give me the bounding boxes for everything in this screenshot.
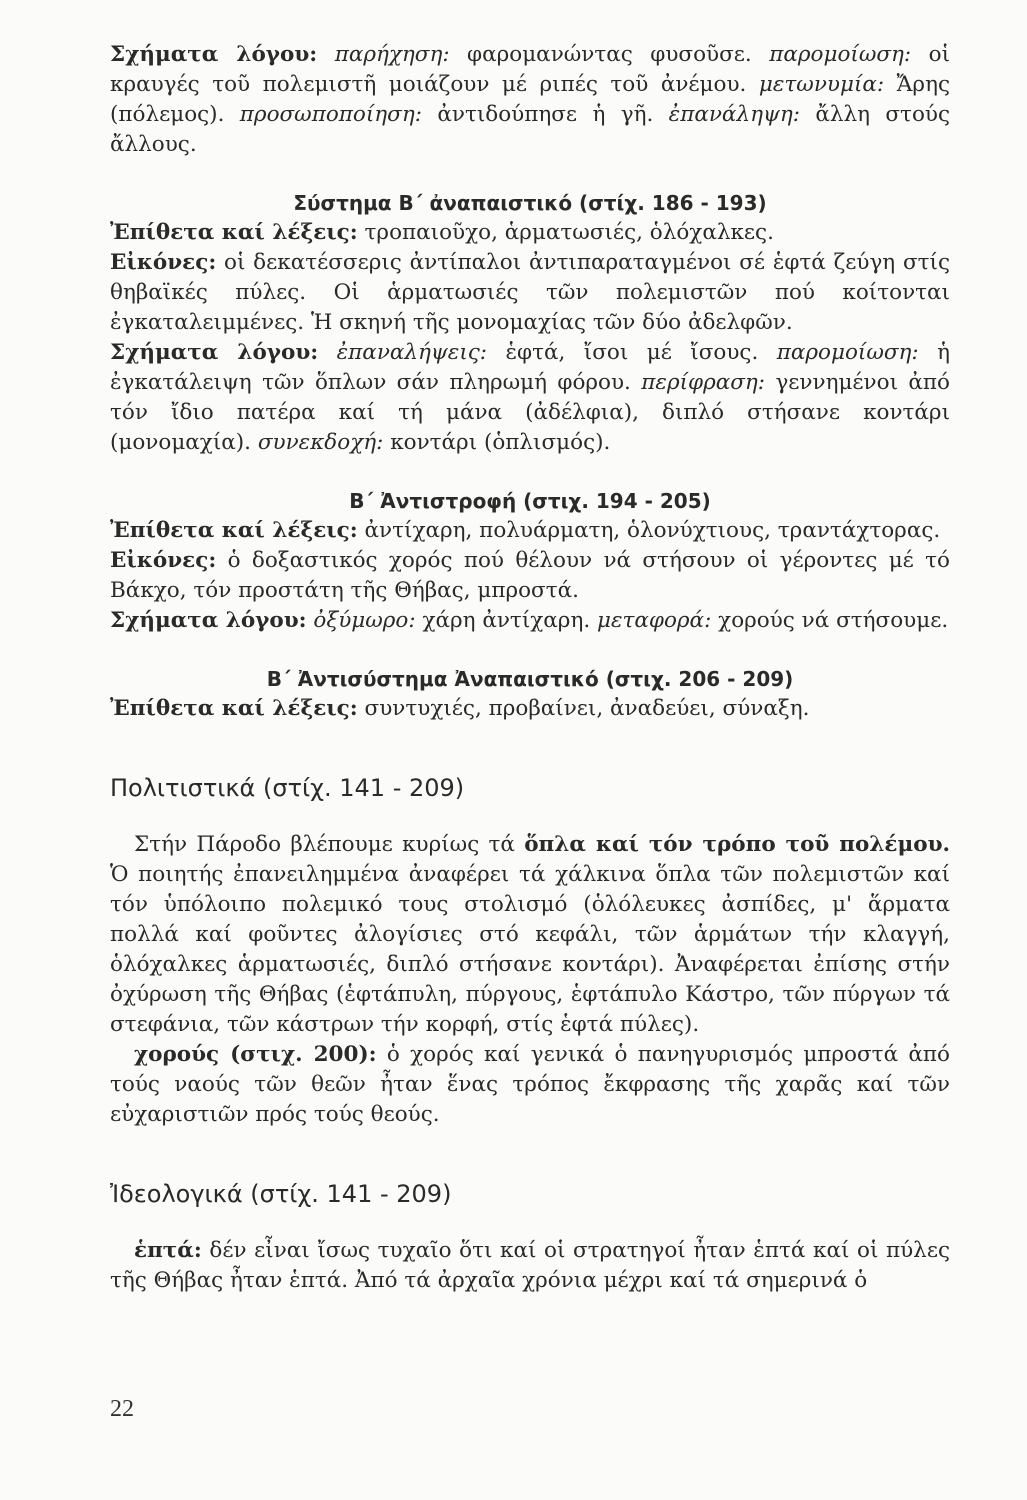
term: παρομοίωση: [769, 42, 912, 67]
label: Ἐπίθετα καί λέξεις: [110, 518, 358, 543]
text: τροπαιοῦχο, ἁρματωσιές, ὁλόχαλκες. [357, 220, 774, 245]
dance-paragraph [110, 1040, 950, 1130]
cultural-paragraph [110, 830, 950, 1040]
term: ἐπαναλήψεις: [336, 340, 488, 365]
figures-paragraph [110, 338, 950, 458]
term: μεταφορά: [597, 608, 712, 633]
cultural-heading: Πολιτιστικά (στίχ. 141 - 209) [110, 774, 465, 802]
emphasis: ὅπλα καί τόν τρόπο τοῦ πολέμου. [524, 832, 950, 857]
term: περίφραση: [641, 370, 766, 395]
section-heading: Β΄ Ἀντιστροφή (στιχ. 194 - 205) [349, 489, 711, 513]
text: Ἄρης (πόλεμος). [110, 72, 950, 127]
label: Ἐπίθετα καί λέξεις: [110, 696, 358, 721]
epitheta-paragraph [110, 694, 950, 724]
label: Σχήματα λόγου: [110, 608, 307, 633]
label: ἑπτά: [134, 1238, 202, 1263]
text: οἱ κραυγές τοῦ πολεμιστῆ μοιάζουν μέ ριπές τοῦ ἀνέμου. [110, 42, 950, 97]
text: γεννημένοι ἀπό τόν ἴδιο πατέρα καί τή μάνα (ἀδέλφια), διπλό στήσανε κοντάρι (μονομαχία). [110, 370, 950, 455]
term: μετωνυμία: [758, 72, 885, 97]
label: Ἐπίθετα καί λέξεις: [110, 220, 358, 245]
ideological-paragraph [110, 1236, 950, 1296]
text: ἀντίχαρη, πολυάρματη, ὁλονύχτιους, τραντάχτορας. [357, 518, 941, 543]
ideological-heading: Ἰδεολογικά (στίχ. 141 - 209) [110, 1180, 452, 1208]
text: Στήν Πάροδο βλέπουμε κυρίως τά [134, 832, 525, 857]
page-number: 22 [110, 1396, 134, 1422]
label: Εἰκόνες: [110, 548, 217, 573]
term: παρήχηση: [334, 42, 450, 67]
label: χορούς (στιχ. 200): [134, 1042, 377, 1067]
term: προσωποποίηση: [239, 102, 422, 127]
text: ἀντιδούπησε ἡ γῆ. [421, 102, 669, 127]
label: Σχήματα λόγου: [110, 42, 318, 67]
text: οἱ δεκατέσσερις ἀντίπαλοι ἀντιπαραταγμένοι σέ ἑφτά ζεύγη στίς θηβαϊκές πύλες. Οἱ ἁρματωσιές τῶν πολεμιστῶν πού κοίτονται ἐγκαταλειμμένες. Ἡ σκηνή τῆς μονομαχίας τῶν δύο ἀδελφῶν. [110, 250, 950, 335]
text: ὁ χορός καί γενικά ὁ πανηγυρισμός μπροστά ἀπό τούς ναούς τῶν θεῶν ἦταν ἕνας τρόπος ἔκφρασης τῆς χαρᾶς καί τῶν εὐχαριστιῶν πρός τούς θεούς. [110, 1042, 950, 1127]
figures-of-speech-paragraph [110, 40, 950, 160]
text: φαρομανώντας φυσοῦσε. [449, 42, 770, 67]
term: παρομοίωση: [776, 340, 919, 365]
text: δέν εἶναι ἴσως τυχαῖο ὅτι καί οἱ στρατηγοί ἦταν ἑπτά καί οἱ πύλες τῆς Θήβας ἦταν ἑπτά. Ἀπό τά ἀρχαῖα χρόνια μέχρι καί τά σημερινά ὁ [110, 1238, 950, 1293]
text: ἄλλη στούς ἄλλους. [110, 102, 950, 157]
epitheta-paragraph [110, 218, 950, 248]
term: συνεκδοχή: [257, 430, 384, 455]
section-heading: Β΄ Ἀντισύστημα Ἀναπαιστικό (στιχ. 206 - 209) [266, 667, 794, 691]
figures-paragraph [110, 606, 950, 636]
text: χορούς νά στήσουμε. [711, 608, 949, 633]
page-content [110, 40, 950, 1296]
section-heading: Σύστημα Β΄ ἀναπαιστικό (στίχ. 186 - 193) [293, 191, 767, 215]
epitheta-paragraph [110, 516, 950, 546]
text: συντυχιές, προβαίνει, ἀναδεύει, σύναξη. [357, 696, 810, 721]
text: ὁ δοξαστικός χορός πού θέλουν νά στήσουν οἱ γέροντες μέ τό Βάκχο, τόν προστάτη τῆς Θήβας, μπροστά. [110, 548, 950, 603]
text: Ὁ ποιητής ἐπανειλημμένα ἀναφέρει τά χάλκινα ὅπλα τῶν πολεμιστῶν καί τόν ὑπόλοιπο πολεμικό τους στολισμό (ὁλόλευκες ἀσπίδες, μ' ἅρματα πολλά καί φοῦντες ἀλογίσιες στό κεφάλι, τῶν ἁρμάτων τήν κλαγγή, ὁλόχαλκες ἁρματωσιές, διπλό στήσανε κοντάρι). Ἀναφέρεται ἐπίσης στήν ὀχύρωση τῆς Θήβας (ἑφτάπυλη, πύργους, ἑφτάπυλο Κάστρο, τῶν πύργων τά στεφάνια, τῶν κάστρων τήν κορφή, στίς ἑφτά πύλες). [110, 862, 950, 1037]
text: κοντάρι (ὁπλισμός). [383, 430, 611, 455]
term: ἐπανάληψη: [668, 102, 800, 127]
label: Εἰκόνες: [110, 250, 217, 275]
text: ἡ ἐγκατάλειψη τῶν ὅπλων σάν πληρωμή φόρου. [110, 340, 950, 395]
eikones-paragraph [110, 248, 950, 338]
label: Σχήματα λόγου: [110, 340, 319, 365]
text: χάρη ἀντίχαρη. [415, 608, 597, 633]
eikones-paragraph [110, 546, 950, 606]
term: ὀξύμωρο: [313, 608, 416, 633]
text: ἑφτά, ἴσοι μέ ἴσους. [487, 340, 777, 365]
